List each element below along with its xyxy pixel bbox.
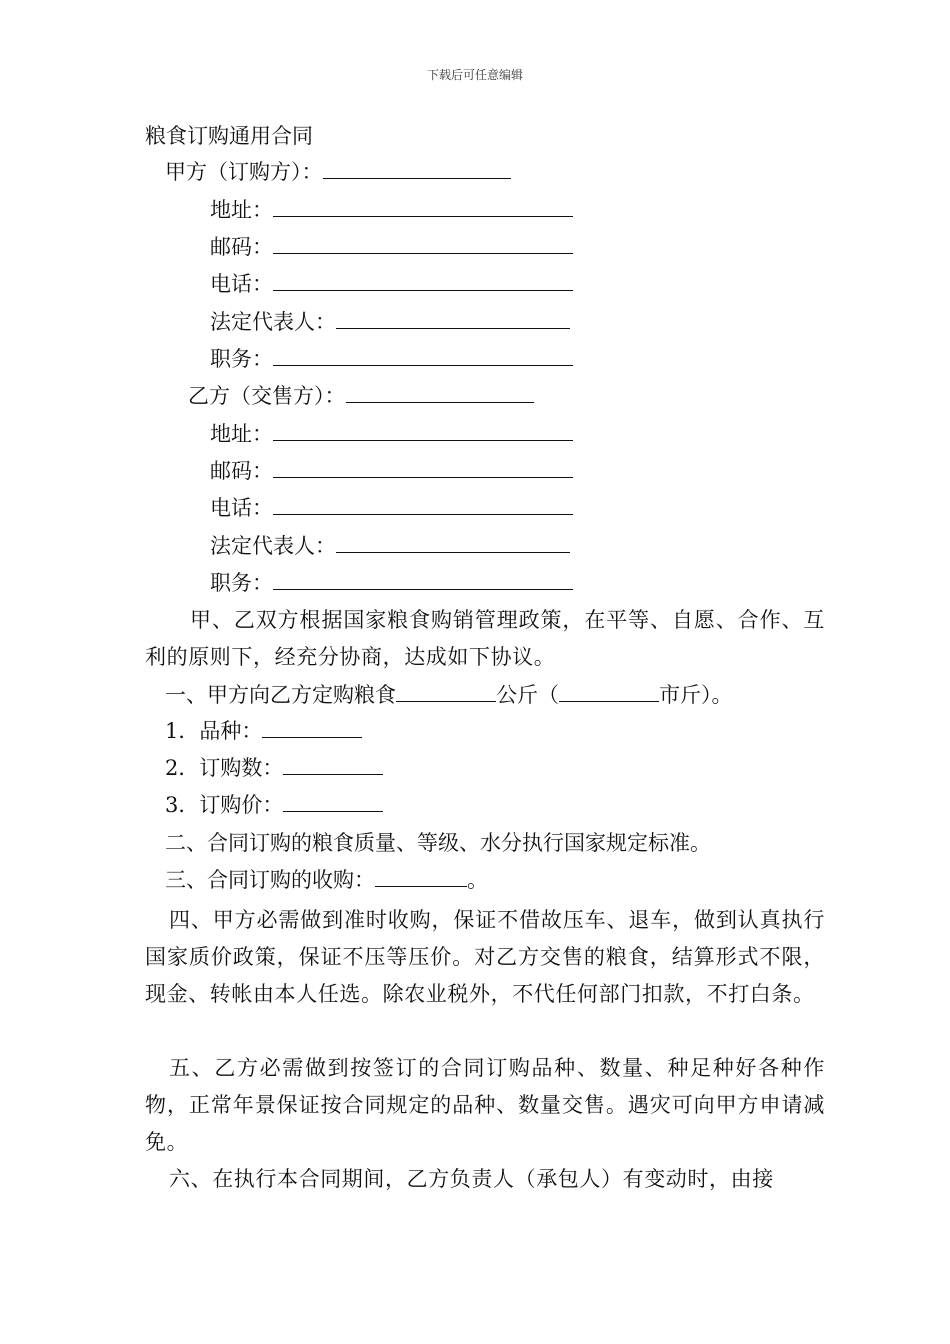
party-b-blank[interactable] (346, 382, 534, 403)
party-b-postcode-line (210, 457, 573, 485)
party-a-title-label: 职务： (210, 347, 273, 371)
item-price-label: 3．订购价： (165, 793, 284, 817)
party-a-address-label: 地址： (210, 198, 273, 222)
clause-3-prefix: 三、合同订购的收购： (165, 868, 375, 892)
header-note: 下载后可任意编辑 (426, 68, 523, 82)
clause-1-middle: 公斤（ (496, 683, 559, 707)
clause-2: 二、合同订购的粮食质量、等级、水分执行国家规定标准。 (165, 831, 711, 855)
party-b-rep-blank[interactable] (336, 532, 570, 553)
party-b-phone-line (210, 494, 573, 522)
party-b-address-line (210, 420, 573, 448)
item-variety-blank[interactable] (262, 717, 362, 738)
item-quantity-blank[interactable] (283, 754, 383, 775)
clause-3 (165, 866, 488, 894)
party-b-postcode-label: 邮码： (210, 459, 273, 483)
party-a-title-line (210, 345, 573, 373)
party-b-line (188, 382, 534, 410)
clause-1-suffix: 市斤）。 (659, 683, 733, 707)
clause-1 (165, 681, 733, 709)
party-b-title-line (210, 569, 573, 597)
item-variety (165, 717, 362, 745)
clause-1-kg-blank[interactable] (396, 681, 496, 702)
item-price (165, 791, 383, 819)
clause-1-jin-blank[interactable] (559, 681, 659, 702)
party-a-line (165, 158, 511, 186)
clause-5: 五、乙方必需做到按签订的合同订购品种、数量、种足种好各种作物，正常年景保证按合同规定的品种、数量交售。遇灾可向甲方申请减免。 (145, 1056, 825, 1154)
party-a-title-blank[interactable] (273, 345, 573, 366)
item-quantity (165, 754, 383, 782)
clause-4: 四、甲方必需做到准时收购，保证不借故压车、退车，做到认真执行国家质价政策，保证不压等压价。对乙方交售的粮食，结算形式不限，现金、转帐由本人任选。除农业税外，不代任何部门扣款，不打白条。 (145, 908, 825, 1006)
party-a-rep-label: 法定代表人： (210, 310, 336, 334)
party-b-postcode-blank[interactable] (273, 457, 573, 478)
clause-6: 六、在执行本合同期间，乙方负责人（承包人）有变动时，由接 (169, 1167, 774, 1191)
party-a-address-line (210, 196, 573, 224)
clause-3-blank[interactable] (375, 866, 467, 887)
document-title: 粮食订购通用合同 (145, 124, 313, 148)
party-a-postcode-blank[interactable] (273, 233, 573, 254)
party-b-title-blank[interactable] (273, 569, 573, 590)
party-a-rep-line (210, 308, 570, 336)
clause-1-prefix: 一、甲方向乙方定购粮食 (165, 683, 396, 707)
party-a-phone-line (210, 270, 573, 298)
party-b-address-label: 地址： (210, 422, 273, 446)
item-variety-label: 1．品种： (165, 719, 263, 743)
clause-3-suffix: 。 (467, 868, 488, 892)
party-b-rep-label: 法定代表人： (210, 534, 336, 558)
party-a-label: 甲方（订购方）： (165, 160, 323, 184)
party-a-postcode-line (210, 233, 573, 261)
party-a-postcode-label: 邮码： (210, 235, 273, 259)
party-a-rep-blank[interactable] (336, 308, 570, 329)
party-b-phone-label: 电话： (210, 496, 273, 520)
party-b-phone-blank[interactable] (273, 494, 573, 515)
intro-paragraph: 甲、乙双方根据国家粮食购销管理政策，在平等、自愿、合作、互利的原则下，经充分协商，达成如下协议。 (145, 608, 825, 669)
party-a-phone-label: 电话： (210, 272, 273, 296)
party-a-blank[interactable] (323, 158, 511, 179)
party-b-address-blank[interactable] (273, 420, 573, 441)
party-b-title-label: 职务： (210, 571, 273, 595)
party-a-phone-blank[interactable] (273, 270, 573, 291)
party-b-rep-line (210, 532, 570, 560)
party-a-address-blank[interactable] (273, 196, 573, 217)
item-quantity-label: 2．订购数： (165, 756, 284, 780)
party-b-label: 乙方（交售方）： (188, 384, 346, 408)
item-price-blank[interactable] (283, 791, 383, 812)
